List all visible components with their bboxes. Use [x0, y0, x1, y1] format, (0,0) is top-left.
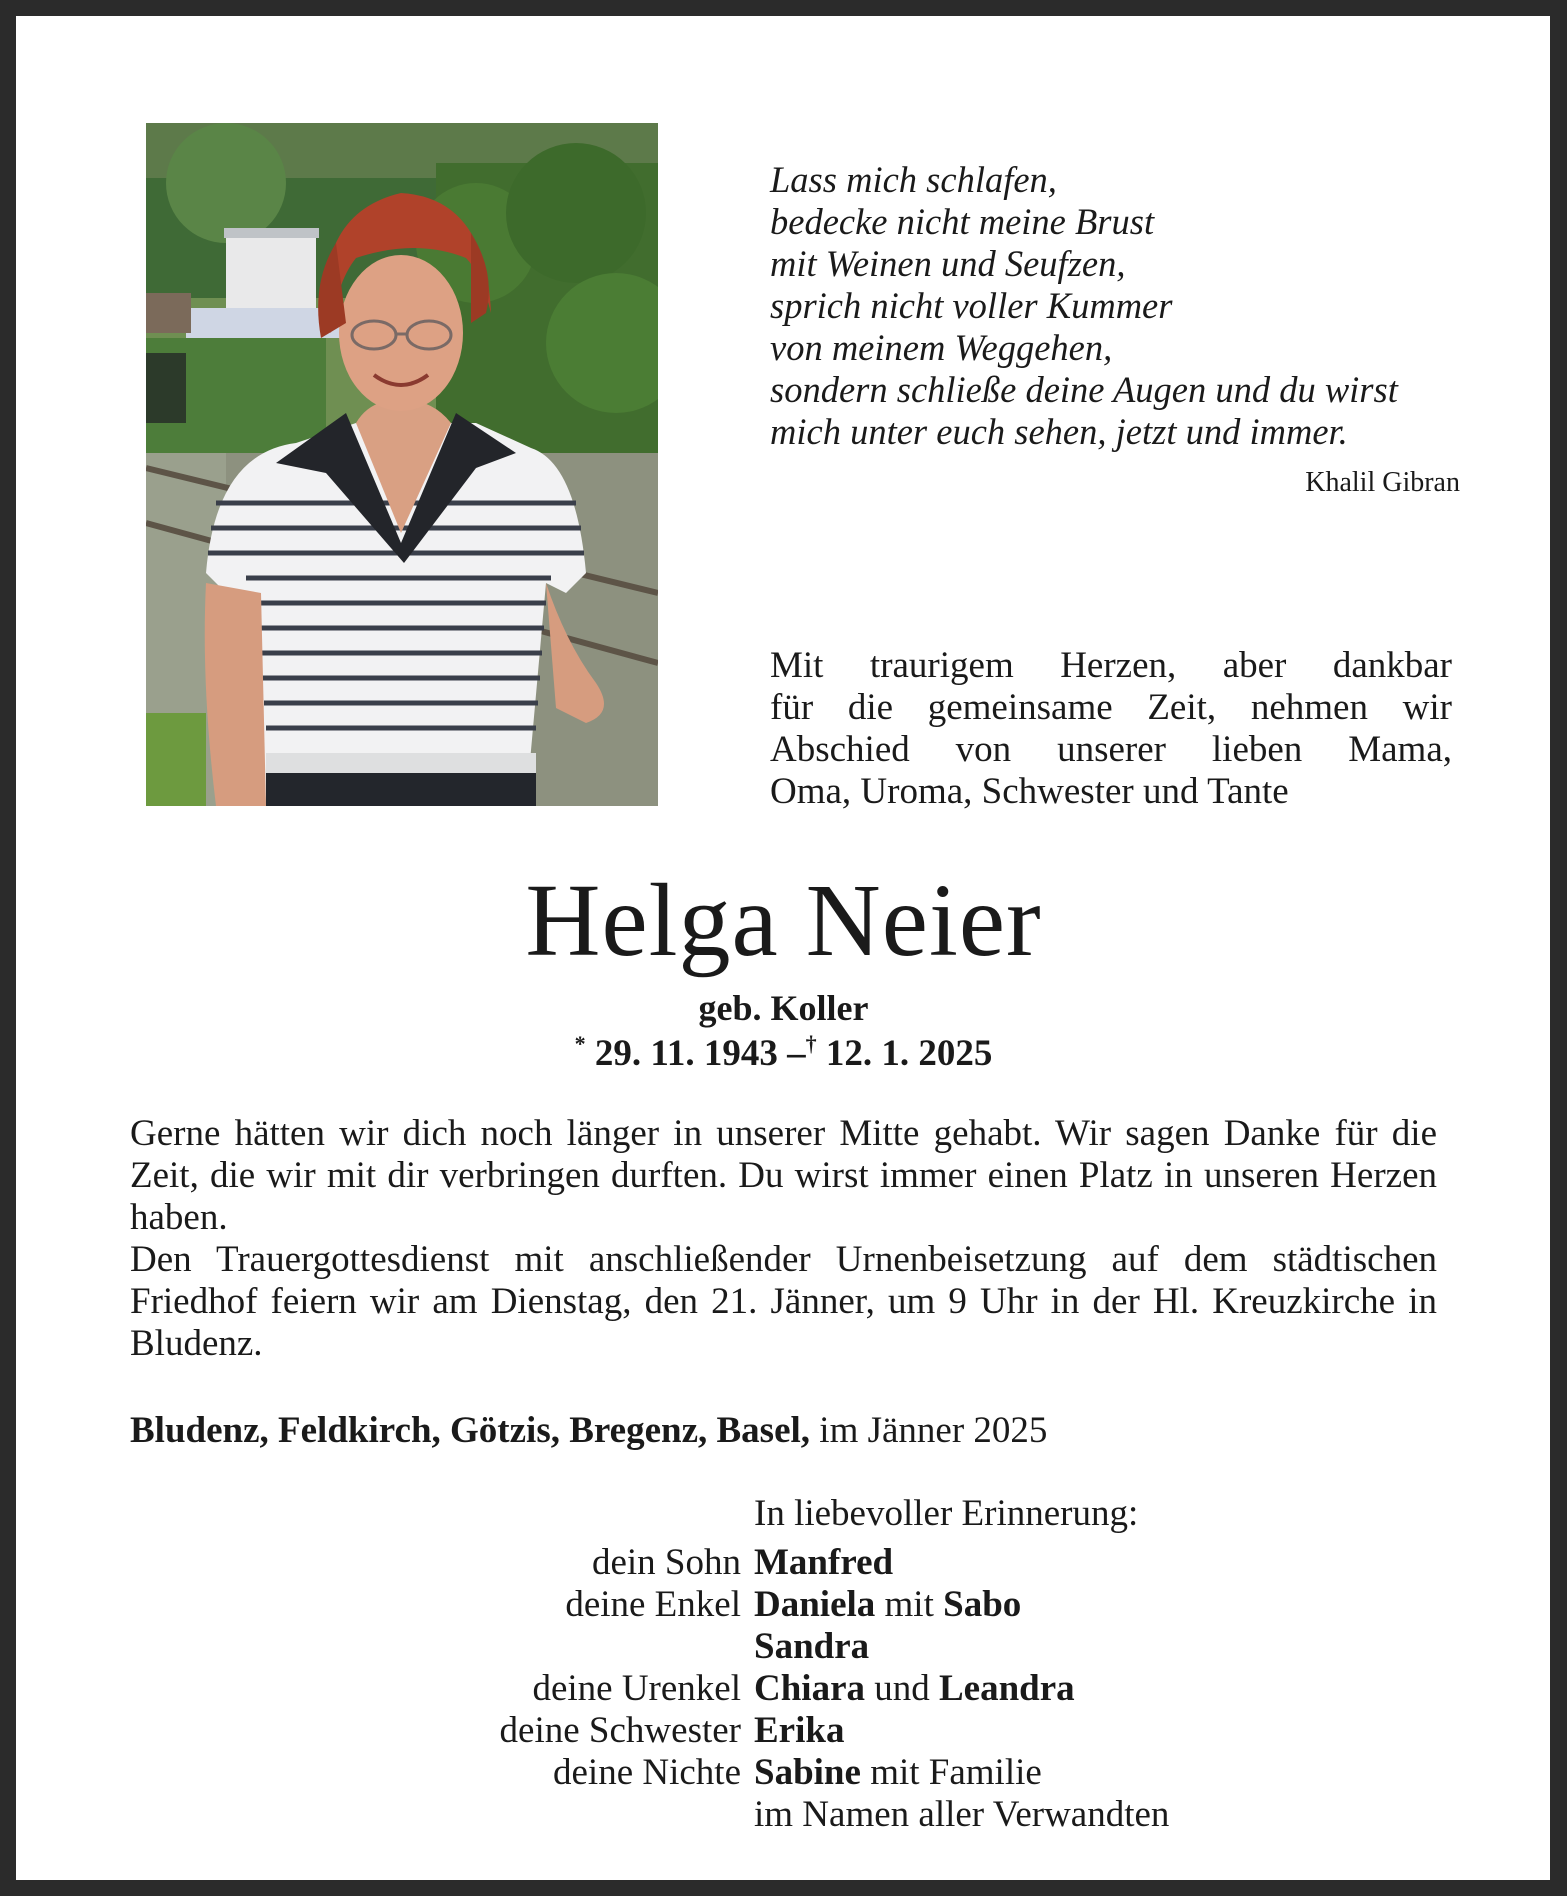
signature-row [0, 1584, 1567, 1626]
signature-row [0, 1794, 1567, 1836]
signature-relation: dein Sohn [591, 1542, 741, 1583]
signature-row [0, 1710, 1567, 1752]
poem-line: mit Weinen und Seufzen, [770, 243, 1126, 284]
signature-relation: deine Urenkel [532, 1668, 741, 1709]
birth-name: geb. Koller [698, 988, 869, 1028]
portrait-photo-graphic [146, 123, 658, 806]
signature-names [754, 1752, 1042, 1794]
death-symbol: † [805, 1031, 817, 1056]
poem-line: Lass mich schlafen, [770, 159, 1057, 200]
intro-line: Abschied von unserer lieben Mama, [770, 729, 1452, 770]
places-towns: Bludenz, Feldkirch, Götzis, Bregenz, Basel, [130, 1410, 811, 1451]
body-paragraph: Den Trauergottesdienst mit anschließender Urnenbeisetzung auf dem städtischen Friedhof feiern wir am Dienstag, den 21. Jänner, um 9 Uhr in der Hl. Kreuzkirche in Bludenz. [130, 1239, 1437, 1364]
signature-heading: In liebevoller Erinnerung: [754, 1493, 1139, 1534]
signature-list [0, 1542, 1567, 1836]
signature-name: Chiara [754, 1668, 865, 1709]
poem-line: sondern schließe deine Augen und du wirst [770, 369, 1398, 410]
places-date: im Jänner 2025 [819, 1410, 1048, 1451]
life-dates [0, 1032, 1567, 1076]
signature-relation: deine Nichte [553, 1752, 741, 1793]
signature-names [754, 1584, 1021, 1626]
birth-symbol: * [574, 1031, 586, 1056]
signature-name: Sabine [754, 1752, 861, 1793]
signature-name: Manfred [754, 1542, 894, 1583]
signature-row [0, 1626, 1567, 1668]
signature-name: Leandra [939, 1668, 1075, 1709]
signature-row [0, 1752, 1567, 1794]
places-and-date [130, 1409, 1047, 1453]
poem-line: sprich nicht voller Kummer [770, 285, 1173, 326]
signature-name: Erika [754, 1710, 845, 1751]
poem-quote [770, 159, 1460, 498]
poem-line: bedecke nicht meine Brust [770, 201, 1155, 242]
signature-names [754, 1668, 1075, 1710]
poem-line: mich unter euch sehen, jetzt und immer. [770, 411, 1348, 452]
poem-author: Khalil Gibran [1305, 467, 1460, 498]
signature-relation: deine Enkel [565, 1584, 741, 1625]
portrait-photo [146, 123, 658, 806]
signature-joiner: und [865, 1668, 939, 1709]
signature-closing: im Namen aller Verwandten [754, 1794, 1170, 1835]
intro-text [770, 645, 1452, 813]
signature-names [754, 1710, 844, 1752]
signature-name: Daniela [754, 1584, 876, 1625]
intro-line: Oma, Uroma, Schwester und Tante [770, 771, 1289, 812]
signature-names [754, 1542, 893, 1584]
birth-date: 29. 11. 1943 – [594, 1033, 806, 1074]
signature-joiner: mit Familie [860, 1752, 1042, 1793]
signature-relation: deine Schwester [499, 1710, 741, 1751]
body-paragraph: Gerne hätten wir dich noch länger in unserer Mitte gehabt. Wir sagen Danke für die Zeit, die wir mit dir verbringen durften. Du wirst immer einen Platz in unseren Herzen haben. [130, 1113, 1437, 1238]
body-text [130, 1113, 1437, 1365]
signature-names [754, 1794, 1169, 1836]
deceased-name: Helga Neier [525, 863, 1042, 978]
obituary-page [16, 16, 1550, 1880]
intro-line: Mit traurigem Herzen, aber dankbar [770, 645, 1452, 686]
signature-names [754, 1626, 869, 1668]
intro-line: für die gemeinsame Zeit, nehmen wir [770, 687, 1452, 728]
signature-name: Sabo [943, 1584, 1022, 1625]
signature-name: Sandra [754, 1626, 870, 1667]
signature-row [0, 1542, 1567, 1584]
poem-line: von meinem Weggehen, [770, 327, 1113, 368]
signature-row [0, 1668, 1567, 1710]
signature-joiner: mit [875, 1584, 944, 1625]
death-date: 12. 1. 2025 [825, 1033, 993, 1074]
